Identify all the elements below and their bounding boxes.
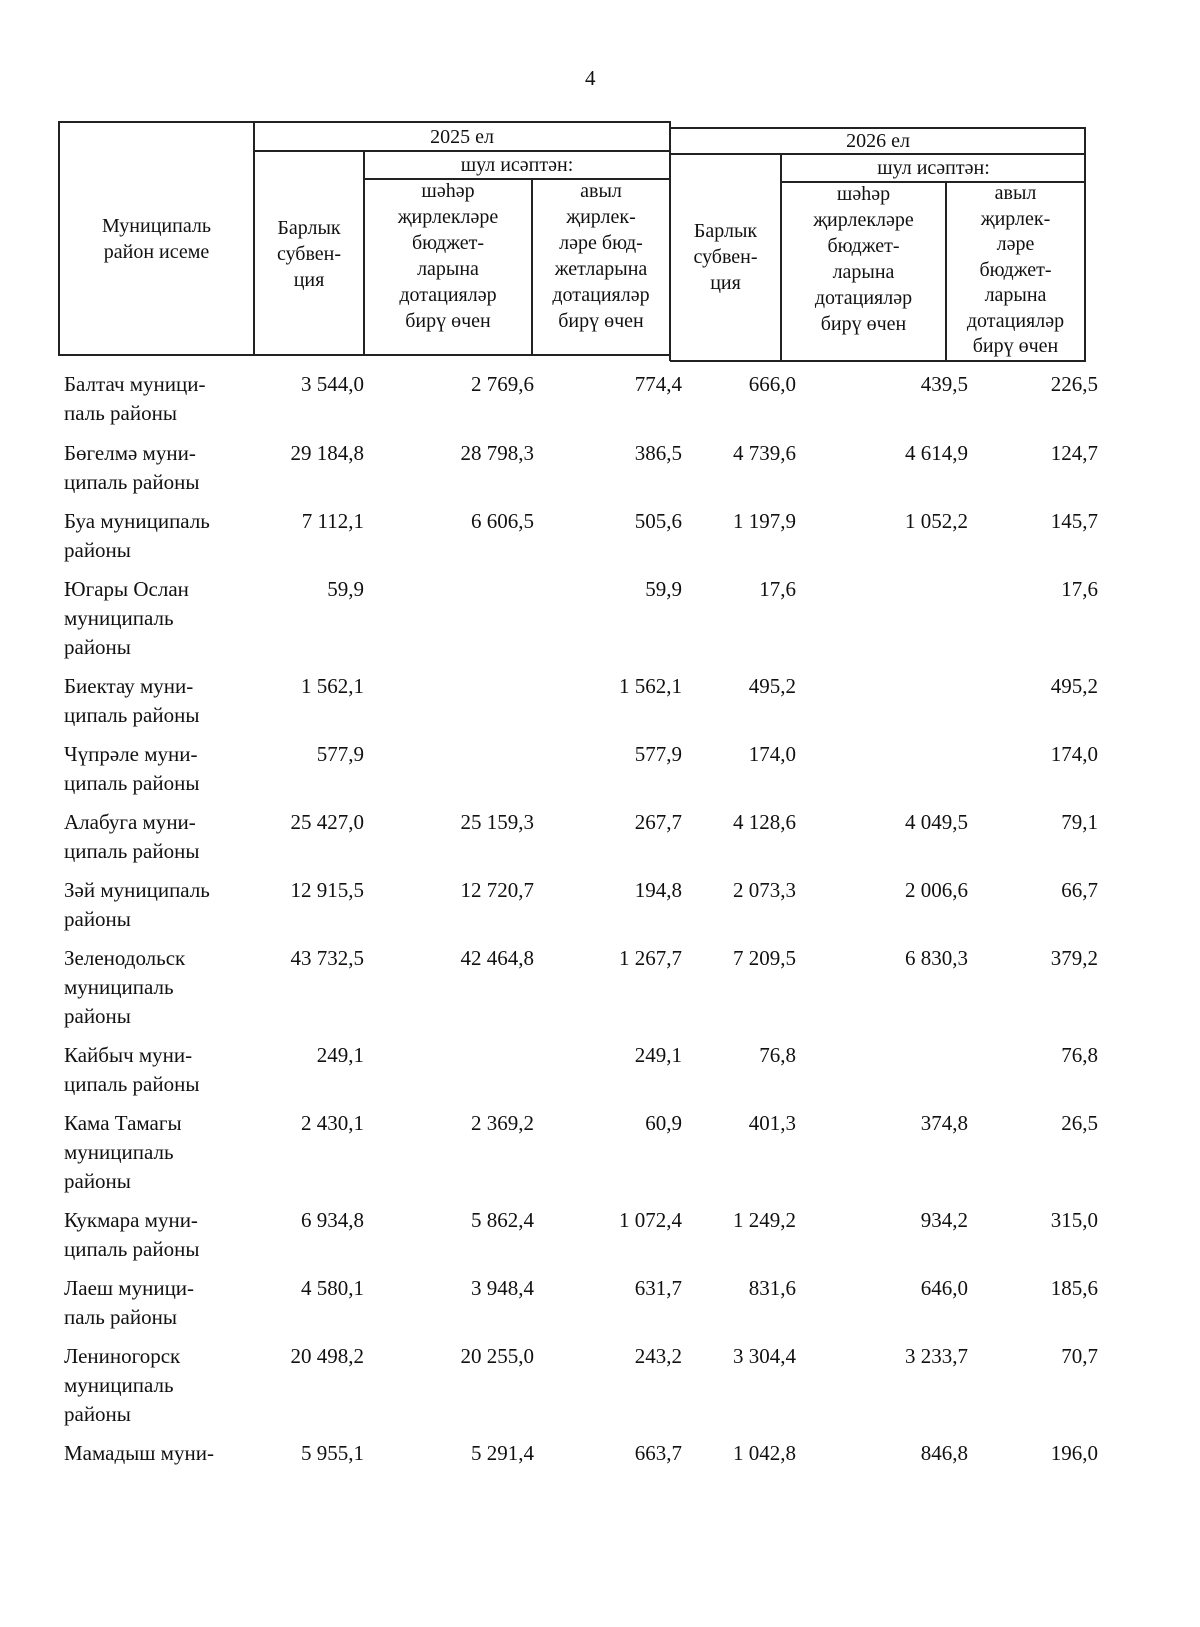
total-2026: 666,0 xyxy=(748,372,796,396)
rural-2025: 505,6 xyxy=(634,509,682,533)
district-name: Бөгелмә муни- ципаль районы xyxy=(64,441,200,494)
table-row xyxy=(0,1439,1200,1479)
district-name: Биектау муни- ципаль районы xyxy=(64,674,200,727)
district-name: Кукмара муни- ципаль районы xyxy=(64,1208,200,1261)
urban-2025: 25 159,3 xyxy=(460,810,534,834)
urban-2026: 846,8 xyxy=(920,1441,968,1465)
total-2026: 2 073,3 xyxy=(733,878,796,902)
urban-2025: 3 948,4 xyxy=(471,1276,534,1300)
urban-2025: 2 369,2 xyxy=(471,1111,534,1135)
rural-2026: 315,0 xyxy=(1050,1208,1098,1232)
header-year-2026: 2026 ел xyxy=(846,130,910,152)
urban-2026: 646,0 xyxy=(920,1276,968,1300)
total-2025: 249,1 xyxy=(316,1043,364,1067)
rural-2026: 196,0 xyxy=(1050,1441,1098,1465)
total-2025: 2 430,1 xyxy=(301,1111,364,1135)
rural-2025: 386,5 xyxy=(634,441,682,465)
table-body xyxy=(0,370,1200,1479)
rural-2026: 174,0 xyxy=(1050,742,1098,766)
urban-2026: 374,8 xyxy=(920,1111,968,1135)
total-2026: 495,2 xyxy=(748,674,796,698)
total-2025: 4 580,1 xyxy=(301,1276,364,1300)
rural-2026: 226,5 xyxy=(1050,372,1098,396)
table-row xyxy=(0,1041,1200,1109)
rural-2026: 26,5 xyxy=(1061,1111,1098,1135)
total-2026: 1 197,9 xyxy=(733,509,796,533)
district-name: Мамадыш муни- xyxy=(64,1441,214,1465)
district-name: Чүпрәле муни- ципаль районы xyxy=(64,742,200,795)
total-2025: 7 112,1 xyxy=(301,509,364,533)
rural-2026: 124,7 xyxy=(1050,441,1098,465)
urban-2026: 439,5 xyxy=(920,372,968,396)
rural-2025: 59,9 xyxy=(645,577,682,601)
rural-2025: 663,7 xyxy=(634,1441,682,1465)
rural-2025: 249,1 xyxy=(634,1043,682,1067)
rural-2025: 194,8 xyxy=(634,878,682,902)
rural-2026: 379,2 xyxy=(1050,946,1098,970)
district-name: Югары Ослан муниципаль районы xyxy=(64,577,189,659)
header-urban-2026: шәһәр җирлекләре бюджет- ларына дотацияләр бирү өчен xyxy=(813,183,914,335)
total-2026: 7 209,5 xyxy=(733,946,796,970)
header-year-2025: 2025 ел xyxy=(430,126,494,148)
district-name: Зеленодольск муниципаль районы xyxy=(64,946,186,1028)
urban-2025: 5 862,4 xyxy=(471,1208,534,1232)
rural-2026: 66,7 xyxy=(1061,878,1098,902)
total-2026: 831,6 xyxy=(748,1276,796,1300)
total-2026: 17,6 xyxy=(759,577,796,601)
table-row xyxy=(0,1274,1200,1342)
header-district-name: Муниципаль район исеме xyxy=(102,215,211,263)
header-top-left-border xyxy=(58,121,670,123)
header-including-2026: шул исәптән: xyxy=(877,157,990,179)
urban-2025: 42 464,8 xyxy=(460,946,534,970)
total-2025: 577,9 xyxy=(316,742,364,766)
total-2026: 1 249,2 xyxy=(733,1208,796,1232)
table-row xyxy=(0,808,1200,876)
urban-2025: 20 255,0 xyxy=(460,1344,534,1368)
table-row xyxy=(0,507,1200,575)
table-row xyxy=(0,1206,1200,1274)
total-2025: 5 955,1 xyxy=(301,1441,364,1465)
rural-2026: 70,7 xyxy=(1061,1344,1098,1368)
total-2025: 3 544,0 xyxy=(301,372,364,396)
rural-2026: 145,7 xyxy=(1050,509,1098,533)
district-name: Лаеш муници- паль районы xyxy=(64,1276,195,1329)
total-2025: 20 498,2 xyxy=(290,1344,364,1368)
urban-2026: 2 006,6 xyxy=(905,878,968,902)
rural-2025: 267,7 xyxy=(634,810,682,834)
total-2026: 1 042,8 xyxy=(733,1441,796,1465)
total-2026: 401,3 xyxy=(748,1111,796,1135)
table-row xyxy=(0,876,1200,944)
total-2025: 12 915,5 xyxy=(290,878,364,902)
header-urban-2025: шәһәр җирлекләре бюджет- ларына дотацияләр бирү өчен xyxy=(397,180,499,332)
header-total-2025: Барлык субвен- ция xyxy=(276,217,342,291)
table-row xyxy=(0,944,1200,1041)
urban-2026: 934,2 xyxy=(920,1208,968,1232)
urban-2025: 2 769,6 xyxy=(471,372,534,396)
district-name: Лениногорск муниципаль районы xyxy=(64,1344,181,1426)
table-row xyxy=(0,370,1200,439)
total-2026: 3 304,4 xyxy=(733,1344,796,1368)
header-rural-2025: авыл җирлек- ләре бюд- жетларына дотацияләр бирү өчен xyxy=(552,180,650,332)
district-name: Буа муниципаль районы xyxy=(64,509,210,562)
table-row xyxy=(0,740,1200,808)
rural-2025: 1 072,4 xyxy=(619,1208,682,1232)
page-number: 4 xyxy=(585,66,596,90)
urban-2026: 6 830,3 xyxy=(905,946,968,970)
total-2026: 174,0 xyxy=(748,742,796,766)
rural-2025: 1 562,1 xyxy=(619,674,682,698)
total-2026: 76,8 xyxy=(759,1043,796,1067)
rural-2026: 185,6 xyxy=(1050,1276,1098,1300)
header-bottom-right-border xyxy=(670,360,1086,362)
rural-2026: 76,8 xyxy=(1061,1043,1098,1067)
header-total-2026: Барлык субвен- ция xyxy=(693,220,758,294)
header-rural-2026: авыл җирлек- ләре бюджет- ларына дотацияләр бирү өчен xyxy=(966,182,1065,357)
urban-2026: 4 049,5 xyxy=(905,810,968,834)
total-2026: 4 739,6 xyxy=(733,441,796,465)
total-2025: 43 732,5 xyxy=(290,946,364,970)
urban-2026: 4 614,9 xyxy=(905,441,968,465)
table-row xyxy=(0,672,1200,740)
urban-2025: 28 798,3 xyxy=(460,441,534,465)
header-including-2025: шул исәптән: xyxy=(460,154,574,176)
rural-2025: 243,2 xyxy=(634,1344,682,1368)
district-name: Кайбыч муни- ципаль районы xyxy=(64,1043,200,1096)
district-name: Зәй муниципаль районы xyxy=(64,878,210,931)
table-row xyxy=(0,575,1200,672)
urban-2025: 6 606,5 xyxy=(471,509,534,533)
rural-2025: 774,4 xyxy=(634,372,682,396)
table-row xyxy=(0,1109,1200,1206)
urban-2026: 1 052,2 xyxy=(905,509,968,533)
total-2025: 25 427,0 xyxy=(290,810,364,834)
total-2025: 6 934,8 xyxy=(301,1208,364,1232)
total-2025: 1 562,1 xyxy=(301,674,364,698)
rural-2026: 495,2 xyxy=(1050,674,1098,698)
rural-2025: 577,9 xyxy=(634,742,682,766)
rural-2025: 631,7 xyxy=(634,1276,682,1300)
rural-2025: 1 267,7 xyxy=(619,946,682,970)
rural-2026: 17,6 xyxy=(1061,577,1098,601)
district-name: Балтач муници- паль районы xyxy=(64,372,206,425)
rural-2025: 60,9 xyxy=(645,1111,682,1135)
table-row xyxy=(0,439,1200,507)
table-row xyxy=(0,1342,1200,1439)
district-name: Алабуга муни- ципаль районы xyxy=(64,810,200,863)
urban-2025: 5 291,4 xyxy=(471,1441,534,1465)
urban-2026: 3 233,7 xyxy=(905,1344,968,1368)
rural-2026: 79,1 xyxy=(1061,810,1098,834)
urban-2025: 12 720,7 xyxy=(460,878,534,902)
district-name: Кама Тамагы муниципаль районы xyxy=(64,1111,182,1193)
table-header xyxy=(0,0,1200,380)
total-2025: 59,9 xyxy=(327,577,364,601)
total-2025: 29 184,8 xyxy=(290,441,364,465)
total-2026: 4 128,6 xyxy=(733,810,796,834)
